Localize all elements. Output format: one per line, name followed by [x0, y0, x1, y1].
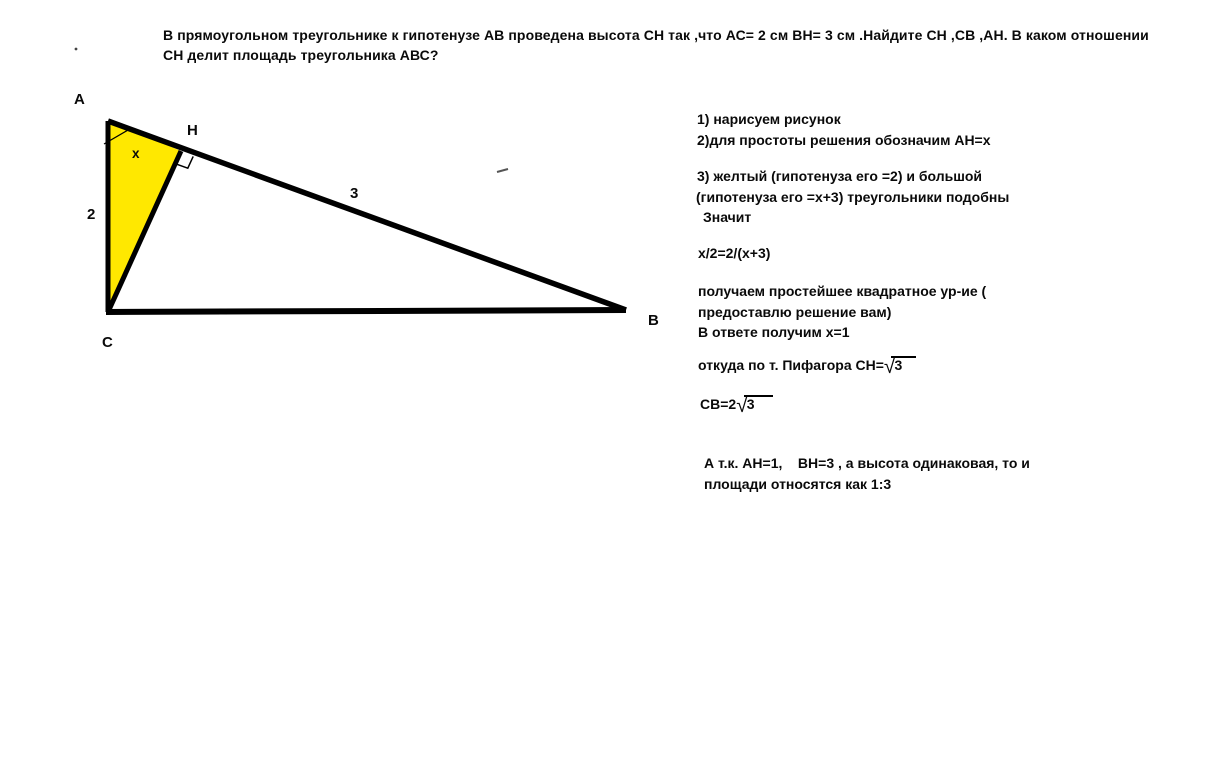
- solution-para-line2: предоставлю решение вам): [698, 304, 892, 320]
- base-cb-line: [106, 310, 626, 312]
- cb-radicand: 3: [744, 395, 773, 412]
- solution-para-line3: В ответе получим х=1: [698, 324, 850, 340]
- solution-final-line2: площади относятся как 1:3: [704, 476, 892, 492]
- radical-icon: √: [883, 355, 896, 378]
- solution-step1: 1) нарисуем рисунок: [697, 111, 841, 127]
- stray-dash: [497, 169, 508, 172]
- side-hb-length-label: 3: [350, 185, 359, 202]
- problem-statement-line2: СН делит площадь треугольника АВС?: [163, 47, 439, 63]
- solution-equation: х/2=2/(х+3): [698, 245, 771, 261]
- vertex-b-label: B: [648, 312, 659, 329]
- side-ac-length-label: 2: [87, 206, 96, 223]
- solution-final-line1: А т.к. АН=1, ВН=3 , а высота одинаковая, то и: [704, 455, 1030, 471]
- solution-cb-line: [700, 394, 773, 417]
- pythagoras-radicand: 3: [891, 356, 916, 373]
- solution-step2: 2)для простоты решения обозначим АН=х: [697, 132, 991, 148]
- hypotenuse-ab-line: [108, 121, 626, 310]
- radical-icon: √: [736, 394, 748, 417]
- stray-dot: [75, 48, 78, 51]
- solution-step3-line1: 3) желтый (гипотенуза его =2) и большой: [697, 168, 983, 184]
- solution-pythagoras-line: [698, 355, 916, 378]
- angle-x-label: x: [132, 146, 140, 161]
- vertex-c-label: C: [102, 334, 113, 351]
- solution-step3-line2: (гипотенуза его =х+3) треугольники подобны: [696, 189, 1010, 205]
- solution-para-line1: получаем простейшее квадратное ур-ие (: [698, 283, 987, 299]
- vertex-h-label: H: [187, 122, 198, 139]
- problem-statement-line1: В прямоугольном треугольнике к гипотенузе АВ проведена высота СН так ,что АС= 2 см ВН= 3 см .Найдите СН ,СВ ,АН. В каком отношении: [163, 27, 1149, 43]
- pythagoras-text: откуда по т. Пифагора СН=: [698, 357, 884, 373]
- vertex-a-label: A: [74, 91, 85, 108]
- solution-step3-line3: Значит: [703, 209, 752, 225]
- cb-text: СВ=2: [700, 396, 737, 412]
